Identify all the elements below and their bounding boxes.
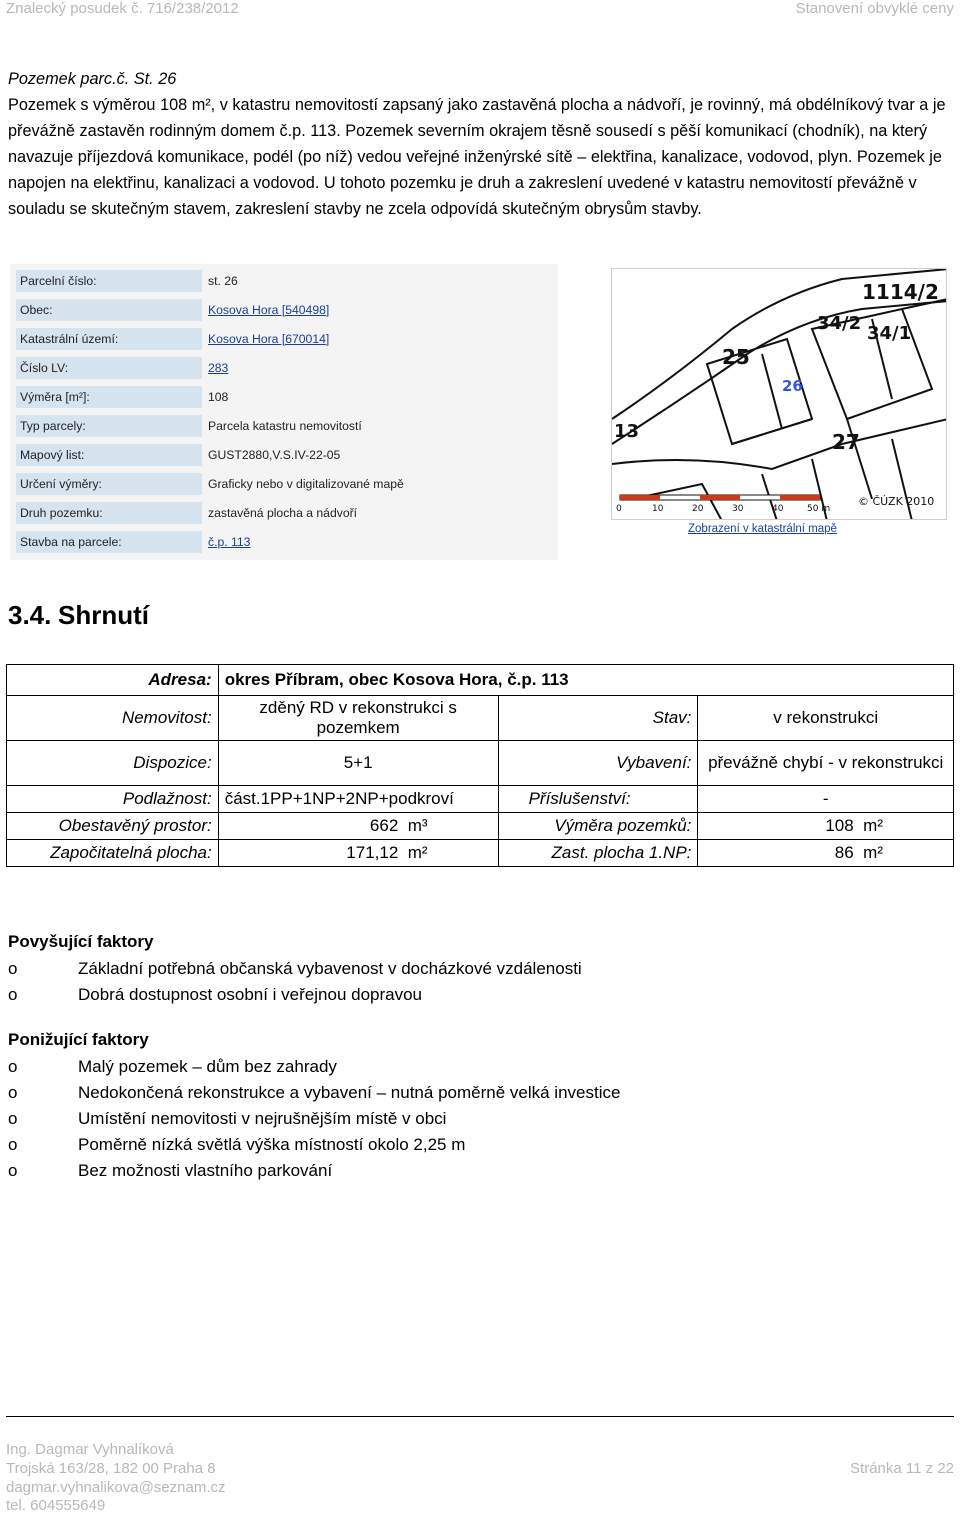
scale-label: 0 [616, 504, 622, 514]
footer-phone: tel. 604555649 [6, 1497, 106, 1514]
cadastre-row [10, 531, 558, 553]
cadastre-link[interactable]: Kosova Hora [540498] [208, 303, 330, 317]
summary-value: - [698, 786, 954, 813]
scale-label: 50 m [807, 504, 831, 514]
map-label: 26 [782, 377, 803, 395]
summary-key: Nemovitost: [7, 696, 219, 741]
summary-key: Stav: [498, 696, 698, 741]
bullet: o [8, 1161, 18, 1180]
section-title: Shrnutí [58, 600, 149, 630]
cadastre-link[interactable]: Kosova Hora [670014] [208, 332, 330, 346]
map-label: 34/2 [817, 313, 862, 334]
map-label: 27 [832, 430, 860, 454]
cadastral-map [611, 268, 947, 520]
cadastre-row [10, 328, 558, 350]
cadastre-label: Obec: [16, 299, 202, 321]
cadastre-label: Stavba na parcele: [16, 531, 202, 553]
summary-value [698, 840, 954, 867]
intro-paragraph: Pozemek s výměrou 108 m², v katastru nemovitostí zapsaný jako zastavěná plocha a nádvoří, je rovinný, má obdélníkový tvar a je převážně zastavěn rodinným domem č.p. 113. Pozemek severním okrajem těsně sousedí s pěší komunikací (chodník), na který navazuje příjezdová komunikace, podél (po níž) vedou veřejné inženýrské sítě – elektřina, kanalizace, vodovod, plyn. Pozemek je napojen na elektřinu, kanalizaci a vodovod. U tohoto pozemku je druh a zakreslení uvedené v katastru nemovitostí převážně v souladu se skutečným stavem, zakreslení stavby ne zcela odpovídá skutečným obrysům stavby. [8, 96, 946, 218]
footer-address: Trojská 163/28, 182 00 Praha 8 [6, 1460, 216, 1477]
cadastral-map-drawing [612, 269, 947, 520]
cadastre-info-panel [10, 264, 558, 560]
map-scale-bar [616, 495, 830, 514]
table-row [7, 665, 954, 696]
summary-value: zděný RD v rekonstrukci s pozemkem [218, 696, 498, 741]
section-heading [8, 600, 149, 631]
list-item-text: Malý pozemek – dům bez zahrady [78, 1057, 337, 1076]
map-label: 34/1 [867, 323, 912, 344]
summary-key: Obestavěný prostor: [7, 813, 219, 840]
summary-number: 86 [834, 843, 854, 862]
bullet: o [8, 1109, 18, 1128]
cadastre-value: 108 [208, 390, 229, 404]
scale-segment [700, 495, 740, 500]
cadastre-label: Výměra [m²]: [16, 386, 202, 408]
cadastre-row [10, 299, 558, 321]
positive-factors-list [8, 956, 582, 1008]
summary-key: Dispozice: [7, 741, 219, 786]
cadastre-value: GUST2880,V.S.IV-22-05 [208, 448, 341, 462]
bullet: o [8, 1057, 18, 1076]
list-item [8, 956, 582, 982]
summary-unit: m² [407, 843, 428, 862]
summary-key: Příslušenství: [498, 786, 698, 813]
cadastre-row [10, 415, 558, 437]
cadastre-value: st. 26 [208, 274, 238, 288]
map-view-link[interactable]: Zobrazení v katastrální mapě [688, 523, 837, 535]
header-right: Stanovení obvyklé ceny [795, 0, 954, 17]
cadastre-label: Katastrální území: [16, 328, 202, 350]
bullet: o [8, 959, 18, 978]
footer-email: dagmar.vyhnalikova@seznam.cz [6, 1479, 226, 1496]
list-item-text: Umístění nemovitosti v nejrušnějším místě v obci [78, 1109, 447, 1128]
summary-value: část.1PP+1NP+2NP+podkroví [218, 786, 498, 813]
summary-value [218, 840, 498, 867]
bullet: o [8, 1083, 18, 1102]
summary-key: Adresa: [7, 665, 219, 696]
summary-value: v rekonstrukci [698, 696, 954, 741]
scale-label: 10 [652, 504, 664, 514]
cadastre-label: Parcelní číslo: [16, 270, 202, 292]
cadastre-row [10, 357, 558, 379]
header-left: Znalecký posudek č. 716/238/2012 [6, 0, 239, 17]
cadastre-row [10, 386, 558, 408]
list-item [8, 982, 582, 1008]
table-row [7, 840, 954, 867]
cadastre-link[interactable]: č.p. 113 [208, 535, 251, 549]
scale-label: 30 [732, 504, 744, 514]
list-item-text: Základní potřebná občanská vybavenost v docházkové vzdálenosti [78, 959, 582, 978]
summary-key: Podlažnost: [7, 786, 219, 813]
summary-unit: m³ [407, 816, 428, 835]
list-item-text: Poměrně nízká světlá výška místností okolo 2,25 m [78, 1135, 466, 1154]
scale-segment [620, 495, 660, 500]
summary-value [698, 813, 954, 840]
cadastre-row [10, 270, 558, 292]
section-number: 3.4. [8, 600, 52, 630]
summary-value: okres Příbram, obec Kosova Hora, č.p. 113 [218, 665, 953, 696]
bullet: o [8, 1135, 18, 1154]
cadastre-row [10, 502, 558, 524]
cadastre-row [10, 473, 558, 495]
list-item-text: Nedokončená rekonstrukce a vybavení – nutná poměrně velká investice [78, 1083, 621, 1102]
cadastre-label: Číslo LV: [16, 357, 202, 379]
map-label: 1114/2 [862, 280, 939, 304]
summary-number: 171,12 [346, 843, 399, 862]
list-item [8, 1080, 620, 1106]
summary-key: Započitatelná plocha: [7, 840, 219, 867]
table-row [7, 741, 954, 786]
negative-factors-title: Ponižující faktory [8, 1030, 149, 1049]
summary-value: převážně chybí - v rekonstrukci [698, 741, 954, 786]
summary-key: Výměra pozemků: [498, 813, 698, 840]
cadastre-value: Parcela katastru nemovitostí [208, 419, 362, 433]
cadastre-row [10, 444, 558, 466]
summary-key: Zast. plocha 1.NP: [498, 840, 698, 867]
summary-number: 662 [369, 816, 399, 835]
intro-block [8, 66, 956, 222]
cadastre-value: zastavěná plocha a nádvoří [208, 506, 358, 520]
list-item [8, 1158, 620, 1184]
map-label: 13 [614, 421, 640, 442]
map-copyright: © ČÚZK 2010 [858, 495, 935, 508]
cadastre-value: Graficky nebo v digitalizované mapě [208, 477, 404, 491]
map-label: 25 [722, 345, 750, 369]
scale-segment [780, 495, 820, 500]
cadastre-link[interactable]: 283 [208, 361, 229, 375]
scale-label: 40 [772, 504, 784, 514]
cadastre-label: Určení výměry: [16, 473, 202, 495]
cadastre-label: Typ parcely: [16, 415, 202, 437]
table-row [7, 786, 954, 813]
table-row [7, 696, 954, 741]
scale-label: 20 [692, 504, 704, 514]
summary-value [218, 813, 498, 840]
footer-page-number: Stránka 11 z 22 [850, 1460, 954, 1477]
positive-factors-title: Povyšující faktory [8, 932, 154, 951]
list-item [8, 1132, 620, 1158]
summary-key: Vybavení: [498, 741, 698, 786]
list-item [8, 1106, 620, 1132]
summary-number: 108 [825, 816, 854, 835]
table-row [7, 813, 954, 840]
footer-divider [6, 1416, 954, 1417]
intro-title: Pozemek parc.č. St. 26 [8, 70, 177, 88]
cadastre-label: Druh pozemku: [16, 502, 202, 524]
negative-factors-list [8, 1054, 620, 1184]
list-item-text: Dobrá dostupnost osobní i veřejnou dopravou [78, 985, 423, 1004]
list-item-text: Bez možnosti vlastního parkování [78, 1161, 333, 1180]
footer-name: Ing. Dagmar Vyhnalíková [6, 1441, 174, 1458]
summary-table [6, 664, 954, 867]
summary-unit: m² [863, 816, 883, 835]
list-item [8, 1054, 620, 1080]
summary-value: 5+1 [218, 741, 498, 786]
bullet: o [8, 985, 18, 1004]
cadastre-label: Mapový list: [16, 444, 202, 466]
summary-unit: m² [863, 843, 883, 862]
